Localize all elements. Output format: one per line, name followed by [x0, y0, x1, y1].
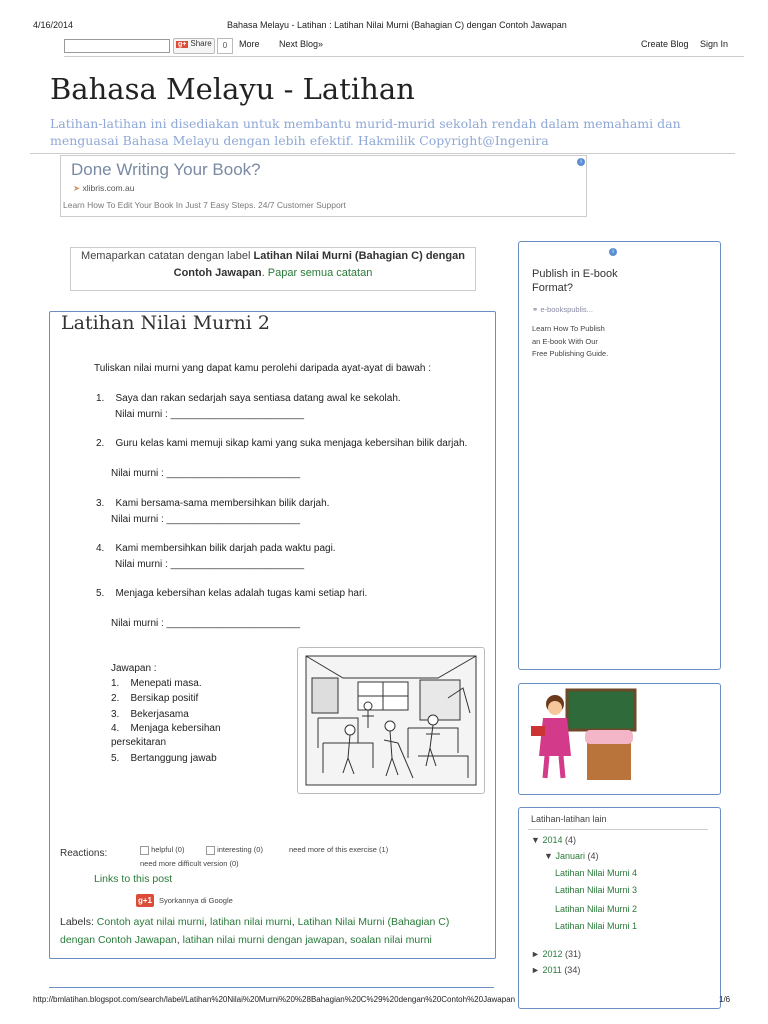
answer-item: 2. Bersikap positif — [111, 693, 199, 704]
expand-right-icon[interactable]: ► — [531, 949, 540, 959]
share-label: Share — [190, 39, 212, 48]
question-5: 5. Menjaga kebersihan kelas adalah tugas kami setiap hari. — [96, 588, 368, 599]
archive-month-januari[interactable]: ▼ Januari (4) — [544, 851, 599, 861]
answer-line: Nilai murni : ________________________ — [111, 618, 301, 629]
gplus-one-button[interactable]: g+1 — [137, 896, 152, 905]
question-3: 3. Kami bersama-sama membersihkan bilik darjah. — [96, 498, 330, 509]
print-date: 4/16/2014 — [33, 20, 74, 30]
sign-in-link[interactable]: Sign In — [700, 39, 729, 49]
label-link[interactable]: Latihan Nilai Murni (Bahagian C) dengan Contoh Jawapan — [60, 916, 450, 946]
navbar-divider — [64, 56, 744, 57]
print-page-title: Bahasa Melayu - Latihan : Latihan Nilai Murni (Bahagian C) dengan Contoh Jawapan — [227, 20, 567, 30]
post-bottom-divider — [49, 987, 494, 988]
answer-item: 1. Menepati masa. — [111, 678, 202, 689]
show-all-posts-link[interactable]: Papar semua catatan — [267, 267, 373, 279]
answer-item: 4. Menjaga kebersihan persekitaran — [111, 723, 221, 748]
blog-title[interactable]: Bahasa Melayu - Latihan — [50, 72, 415, 106]
ad-info-icon[interactable]: i — [609, 248, 617, 256]
reaction-need-more[interactable]: need more of this exercise (1) — [289, 845, 389, 854]
answer-line: Nilai murni : ________________________ — [111, 514, 301, 525]
side-ad-url[interactable]: ⚭ e-bookspublis... — [532, 305, 593, 314]
archive-year-2014[interactable]: ▼ 2014 (4) — [531, 835, 576, 845]
post-labels: Labels: Contoh ayat nilai murni, latihan nilai murni, Latihan Nilai Murni (Bahagian C) dengan Contoh Jawapan, latihan nilai murni dengan jawapan, soalan nilai murni — [60, 916, 450, 946]
question-4: 4. Kami membersihkan bilik darjah pada waktu pagi. — [96, 543, 336, 554]
question-1: 1. Saya dan rakan sedarjah saya sentiasa datang awal ke sekolah. — [96, 393, 401, 404]
header-divider — [30, 153, 735, 154]
post-instruction: Tuliskan nilai murni yang dapat kamu perolehi daripada ayat-ayat di bawah : — [94, 363, 432, 374]
blog-description: Latihan-latihan ini disediakan untuk membantu murid-murid sekolah rendah dalam memahami dan menguasai Bahasa Melayu dengan lebih efektif. Hakmilik Copyright@Ingenira — [50, 116, 681, 148]
ad-info-icon[interactable]: i — [577, 158, 585, 166]
links-to-post-link[interactable]: Links to this post — [94, 873, 173, 885]
print-url: http://bmlatihan.blogspot.com/search/label/Latihan%20Nilai%20Murni%20%28Bahagian%20C%29%20dengan%20Contoh%20Jawapan — [33, 995, 516, 1004]
archive-post-link[interactable]: Latihan Nilai Murni 2 — [555, 904, 638, 914]
archive-title: Latihan-latihan lain — [531, 814, 607, 824]
classroom-illustration — [297, 647, 485, 794]
label-link[interactable]: latihan nilai murni — [210, 916, 292, 928]
reaction-checkbox[interactable] — [206, 846, 215, 855]
create-blog-link[interactable]: Create Blog — [641, 39, 689, 49]
label-notice: Memaparkan catatan dengan label Latihan Nilai Murni (Bahagian C) dengan Contoh Jawapan. Papar semua catatan — [70, 247, 476, 291]
label-link[interactable]: latihan nilai murni dengan jawapan — [182, 934, 345, 946]
expand-down-icon[interactable]: ▼ — [544, 851, 553, 861]
ad-link-icon: ⚭ — [532, 305, 539, 314]
side-ad-headline[interactable]: Publish in E-book Format? — [532, 268, 618, 294]
answer-line: Nilai murni : ________________________ — [115, 409, 305, 420]
label-link[interactable]: soalan nilai murni — [350, 934, 432, 946]
archive-post-link[interactable]: Latihan Nilai Murni 3 — [555, 885, 638, 895]
expand-right-icon[interactable]: ► — [531, 965, 540, 975]
gplus-share-button[interactable] — [173, 38, 215, 54]
gplus-icon: g+ — [178, 41, 187, 48]
archive-year-2012[interactable]: ► 2012 (31) — [531, 949, 581, 959]
ad-text: Learn How To Edit Your Book In Just 7 Easy Steps. 24/7 Customer Support — [63, 200, 346, 210]
reaction-checkbox[interactable] — [140, 846, 149, 855]
answers-heading: Jawapan : — [111, 663, 157, 674]
archive-divider — [528, 829, 708, 830]
question-2: 2. Guru kelas kami memuji sikap kami yang suka menjaga kebersihan bilik darjah. — [96, 438, 468, 449]
reaction-interesting[interactable]: interesting (0) — [206, 845, 263, 855]
next-blog-link[interactable]: Next Blog» — [279, 39, 324, 49]
reaction-helpful[interactable]: helpful (0) — [140, 845, 184, 855]
recommend-text: Syorkannya di Google — [159, 896, 233, 905]
navbar-search-input[interactable] — [64, 39, 170, 53]
teacher-illustration — [527, 686, 637, 786]
answer-line: Nilai murni : ________________________ — [111, 468, 301, 479]
ad-headline[interactable]: Done Writing Your Book? — [71, 160, 261, 179]
top-ad[interactable] — [60, 155, 587, 217]
ad-url[interactable]: ➤ xlibris.com.au — [73, 183, 135, 193]
more-button[interactable]: More — [239, 39, 260, 49]
answer-item: 5. Bertanggung jawab — [111, 753, 217, 764]
expand-down-icon[interactable]: ▼ — [531, 835, 540, 845]
answer-line: Nilai murni : ________________________ — [115, 559, 305, 570]
reaction-difficult[interactable]: need more difficult version (0) — [140, 859, 239, 868]
label-link[interactable]: Contoh ayat nilai murni — [96, 916, 205, 928]
teacher-image-box — [518, 683, 721, 795]
ad-arrow-icon: ➤ — [73, 183, 81, 193]
print-page-number: 1/6 — [719, 995, 731, 1004]
archive-post-link[interactable]: Latihan Nilai Murni 4 — [555, 868, 638, 878]
side-ad-text: Learn How To Publish an E-book With Our Free Publishing Guide. — [532, 324, 609, 358]
sidebar-ad-box — [518, 241, 721, 670]
post-title[interactable]: Latihan Nilai Murni 2 — [61, 312, 270, 334]
reactions-label: Reactions: — [60, 848, 108, 859]
archive-year-2011[interactable]: ► 2011 (34) — [531, 965, 581, 975]
label-name: Latihan Nilai Murni (Bahagian C) dengan Contoh Jawapan — [173, 250, 465, 279]
archive-post-link[interactable]: Latihan Nilai Murni 1 — [555, 921, 638, 931]
answer-item: 3. Bekerjasama — [111, 709, 189, 720]
share-count: 0 — [217, 38, 233, 54]
